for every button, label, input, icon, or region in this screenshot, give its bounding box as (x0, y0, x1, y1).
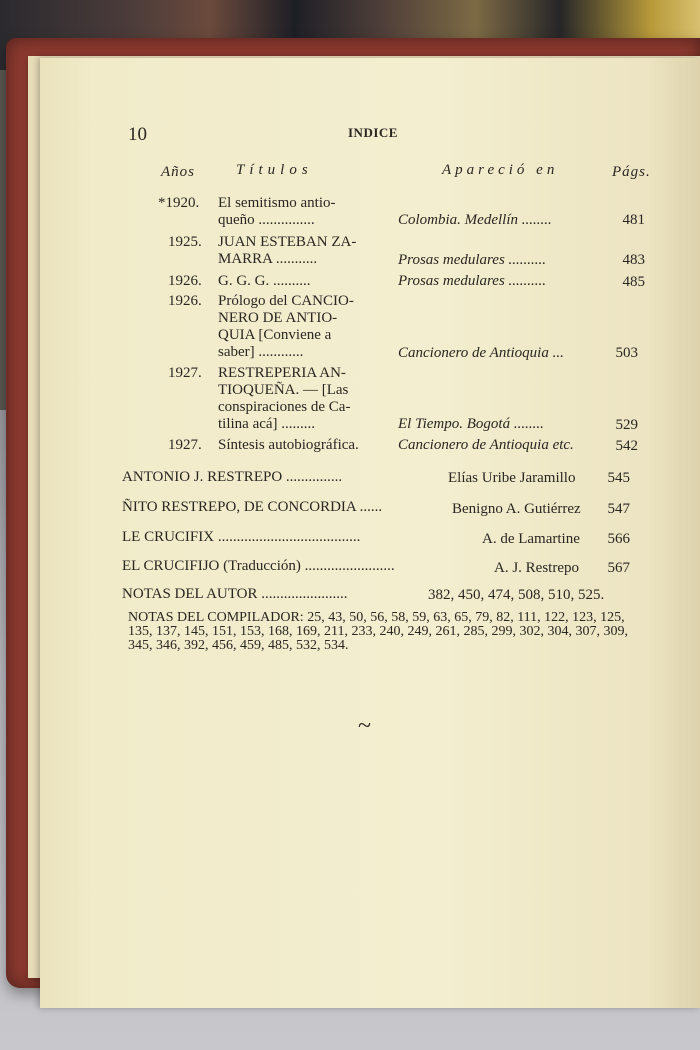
entry-title-line: QUIA [Conviene a (218, 327, 332, 343)
section-author: A. J. Restrepo (494, 560, 579, 576)
entry-title-line: El semitismo antio- (218, 195, 336, 211)
entry-title-line: NERO DE ANTIO- (218, 310, 338, 326)
entry-title-line: Prólogo del CANCIO- (218, 293, 354, 309)
entry-source: El Tiempo. Bogotá ........ (398, 416, 544, 432)
ornament-tilde: ~ (358, 713, 371, 739)
entry-page: 483 (622, 252, 645, 268)
entry-title-line: MARRA ........... (218, 251, 318, 267)
entry-title-line: JUAN ESTEBAN ZA- (218, 234, 357, 250)
entry-source: Colombia. Medellín ........ (398, 212, 552, 228)
section-title: LE CRUCIFIX ...................................... (122, 529, 361, 545)
entry-source: Cancionero de Antioquia etc. (398, 437, 574, 453)
notas-compilador-label: NOTAS DEL COMPILADOR: (128, 610, 304, 625)
entry-year: 1926. (168, 273, 202, 289)
notas-autor-label: NOTAS DEL AUTOR ....................... (122, 586, 348, 602)
entry-year: 1926. (168, 293, 202, 309)
column-header-titles: Títulos (236, 162, 313, 178)
section-title: ÑITO RESTREPO, DE CONCORDIA ...... (122, 499, 383, 515)
column-header-years: Años (161, 164, 195, 180)
entry-title-line: conspiraciones de Ca- (218, 399, 351, 415)
notas-compilador-text: 25, 43, 50, 56, 58, 59, 63, 65, 79, 82, 111, 122, 123, 125, 135, 137, 145, 151, 153, 168, 169, 211, 233, 240, 249, 261, 285, 299, 302, 304, 307, 309, 345, 346, 392, 456, 459, 485, 532, 534. (128, 610, 628, 653)
section-title: ANTONIO J. RESTREPO ............... (122, 469, 343, 485)
section-title: EL CRUCIFIJO (Traducción) ........................ (122, 558, 395, 574)
entry-year: 1925. (168, 234, 202, 250)
entry-year: *1920. (158, 195, 200, 211)
entry-title-line: saber] ............ (218, 344, 304, 360)
entry-year: 1927. (168, 437, 202, 453)
column-header-pages: Págs. (612, 164, 651, 180)
entry-page: 529 (615, 417, 638, 433)
entry-page: 481 (622, 212, 645, 228)
section-page: 566 (607, 531, 630, 547)
section-author: A. de Lamartine (482, 531, 580, 547)
entry-title-line: tilina acá] ......... (218, 416, 316, 432)
entry-source: Prosas medulares .......... (398, 273, 547, 289)
entry-page: 503 (615, 345, 638, 361)
section-page: 547 (607, 501, 630, 517)
page-number: 10 (128, 124, 147, 145)
book-page (40, 58, 700, 1008)
section-page: 545 (607, 470, 630, 486)
section-page: 567 (607, 560, 630, 576)
section-author: Elías Uribe Jaramillo (448, 470, 576, 486)
entry-title-line: queño ............... (218, 212, 315, 228)
entry-page: 542 (615, 438, 638, 454)
notas-autor-pages: 382, 450, 474, 508, 510, 525. (428, 587, 605, 603)
notas-compilador (128, 611, 648, 653)
entry-source: Cancionero de Antioquia ... (398, 345, 564, 361)
entry-source: Prosas medulares .......... (398, 252, 547, 268)
entry-title-line: RESTREPERIA AN- (218, 365, 346, 381)
section-author: Benigno A. Gutiérrez (452, 501, 581, 517)
entry-page: 485 (622, 274, 645, 290)
entry-title-line: Síntesis autobiográfica. (218, 437, 359, 453)
entry-title-line: G. G. G. .......... (218, 273, 311, 289)
column-header-appeared: Apareció en (442, 162, 559, 178)
page-title: INDICE (348, 125, 398, 140)
entry-year: 1927. (168, 365, 202, 381)
entry-title-line: TIOQUEÑA. — [Las (218, 382, 349, 398)
